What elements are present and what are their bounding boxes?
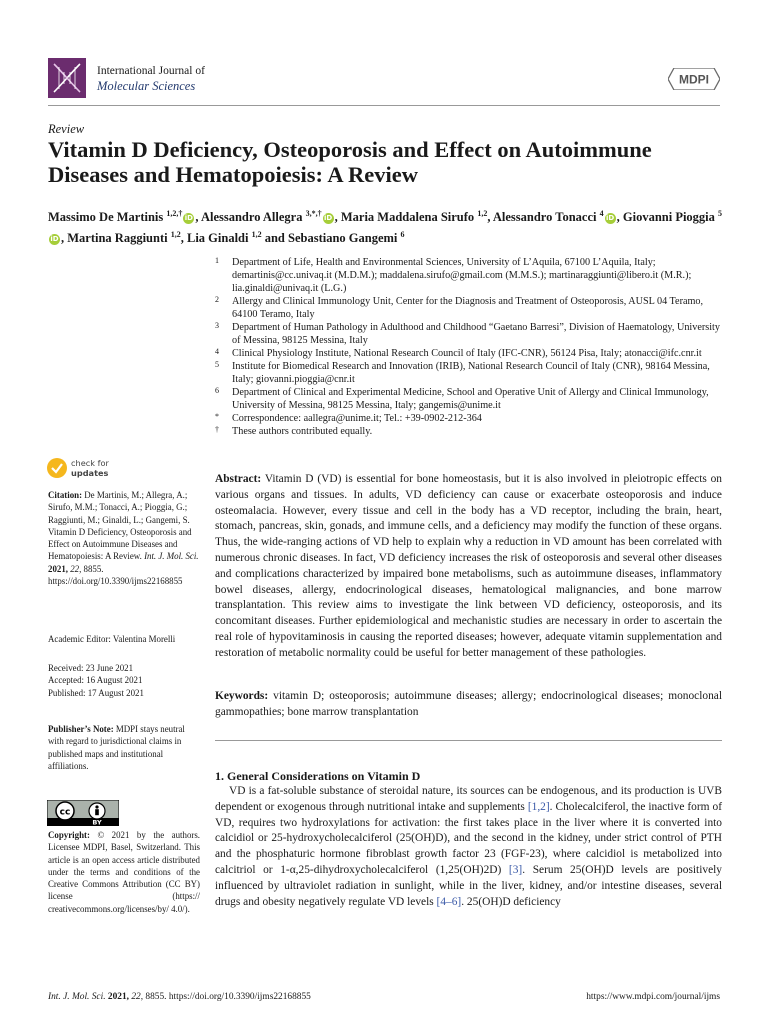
- affiliation-text: Allergy and Clinical Immunology Unit, Center for the Diagnosis and Treatment of Osteoporosis, AUSL 04 Teramo, 64100 Teramo, Italy: [232, 296, 704, 320]
- affiliation-text: Department of Human Pathology in Adulthood and Childhood “Gaetano Barresi”, Division of Haematology, University of Messina, 98125 Messina, Italy: [232, 322, 720, 346]
- affiliations: [215, 256, 725, 438]
- affiliation-mark: †: [215, 425, 219, 434]
- svg-text:check for: check for: [71, 458, 109, 468]
- body-text-2: . Cholecalciferol, the inactive form of VD, requires two hydroxylations for activation: the first takes place in the liver where it is converted into calcidiol or 25-hydroxycholecalciferol (25(OH)D), and the second in the kidney, under strict control of PTH and the phosphaturic hormone fibroblast growth factor 23 (FGF-23), where calcidiol is metabolized into calcitriol or 1-α,25-dihydroxycholecalciferol (1,25(OH)2D): [215, 800, 722, 876]
- footer-journal: Int. J. Mol. Sci.: [48, 992, 106, 1002]
- affiliation-item: [215, 412, 725, 425]
- keywords-label: Keywords:: [215, 690, 269, 702]
- author-affiliation-marks: 3,*,†: [305, 209, 322, 218]
- affiliation-mark: 1: [215, 256, 219, 265]
- orcid-icon[interactable]: iD: [50, 235, 59, 244]
- author-affiliation-marks: 1,2: [251, 230, 262, 240]
- svg-text:BY: BY: [92, 818, 102, 826]
- citation-doi[interactable]: 8855. https://doi.org/10.3390/ijms22168855: [48, 563, 183, 587]
- citation-ref-1-2[interactable]: [1,2]: [527, 800, 550, 813]
- author: [187, 231, 262, 245]
- affiliation-text: Department of Clinical and Experimental Medicine, School and Operative Unit of Allergy and Clinical Immunology, University of Messina, 98125 Messina, Italy; gangemis@unime.it: [232, 387, 709, 411]
- affiliation-mark: 3: [215, 321, 219, 330]
- body-text-3: . Serum 25(OH)D levels are positively influenced by ultraviolet radiation in sunlight, while in the liver, kidney, and/or intestine diseases, several drugs and obesity negatively regulate VD levels: [215, 863, 722, 908]
- author-affiliation-marks: 1,2,†: [166, 209, 183, 218]
- academic-editor: Academic Editor: Valentina Morelli: [48, 634, 176, 644]
- author-affiliation-marks: 1,2: [477, 209, 488, 218]
- affiliation-item: [215, 360, 725, 386]
- affiliation-item: [215, 295, 725, 321]
- cc-by-badge[interactable]: [47, 800, 119, 826]
- author-affiliation-marks: 6: [400, 230, 405, 240]
- keywords: [215, 689, 722, 721]
- publisher-note-label: Publisher’s Note:: [48, 724, 114, 734]
- affiliation-text: Institute for Biomedical Research and Innovation (IRIB), National Research Council of Italy (CNR), 98164 Messina, Italy; giovanni.pioggia@cnr.it: [232, 361, 710, 385]
- copyright-block: [48, 829, 200, 915]
- body-text-4: . 25(OH)D deficiency: [461, 895, 561, 908]
- mdpi-logo: [668, 68, 720, 90]
- affiliation-text: These authors contributed equally.: [232, 426, 373, 437]
- publisher-note-text: MDPI stays neutral with regard to jurisdictional claims in published maps and institutional affiliations.: [48, 724, 185, 771]
- abstract: [215, 472, 722, 662]
- journal-line1: International Journal of: [97, 65, 205, 77]
- citation-text: De Martinis, M.; Allegra, A.; Sirufo, M.M.; Tonacci, A.; Pioggia, G.; Raggiunti, M.; Ginaldi, L.; Gangemi, S. Vitamin D Deficiency, Osteoporosis and Effect on Autoimmune Diseases and Hematopoiesis: A Review.: [48, 490, 192, 562]
- orcid-icon[interactable]: iD: [323, 214, 333, 223]
- page-footer: [48, 992, 720, 1002]
- footer-journal-url[interactable]: https://www.mdpi.com/journal/ijms: [586, 992, 720, 1002]
- publisher-note: [48, 723, 200, 772]
- affiliation-item: [215, 256, 725, 295]
- abstract-label: Abstract:: [215, 473, 262, 485]
- orcid-icon[interactable]: iD: [184, 214, 193, 223]
- affiliation-mark: *: [215, 412, 219, 421]
- footer-doi[interactable]: 8855. https://doi.org/10.3390/ijms22168855: [145, 992, 311, 1002]
- journal-logo: [48, 58, 86, 98]
- citation-block: [48, 489, 200, 587]
- article-title: Vitamin D Deficiency, Osteoporosis and Effect on Autoimmune Diseases and Hematopoiesis: A Review: [48, 137, 652, 187]
- orcid-icon[interactable]: iD: [606, 214, 615, 223]
- article-type: Review: [48, 122, 85, 136]
- header-divider: [48, 105, 720, 106]
- date-published: Published: 17 August 2021: [48, 687, 144, 698]
- copyright-text: © 2021 by the authors. Licensee MDPI, Basel, Switzerland. This article is an open access article distributed under the terms and conditions of the Creative Commons Attribution (CC BY) license (https:// creativecommons.org/licenses/by/ 4.0/).: [48, 830, 201, 914]
- journal-line2: Molecular Sciences: [97, 79, 196, 93]
- footer-volume: 22,: [131, 992, 144, 1002]
- affiliation-mark: 4: [215, 347, 219, 356]
- copyright-label: Copyright:: [48, 830, 90, 840]
- author-affiliation-marks: 4: [599, 209, 604, 218]
- dates: [48, 662, 200, 699]
- section-heading: 1. General Considerations on Vitamin D: [215, 769, 421, 783]
- affiliation-item: [215, 425, 725, 438]
- author-name: Sebastiano Gangemi: [288, 231, 401, 246]
- citation-label: Citation:: [48, 490, 83, 500]
- author: [48, 210, 195, 224]
- affiliation-item: [215, 321, 725, 347]
- citation-year: 2021,: [48, 563, 68, 574]
- author: [288, 231, 405, 245]
- affiliation-mark: 6: [215, 386, 219, 395]
- author-name: Massimo De Martinis: [48, 210, 167, 225]
- author-name: Lia Ginaldi: [186, 231, 252, 246]
- affiliation-item: [215, 347, 725, 360]
- check-for-updates-badge[interactable]: [46, 456, 126, 482]
- author-name: Martina Raggiunti: [67, 231, 171, 246]
- affiliation-mark: 5: [215, 360, 219, 369]
- citation-volume: 22,: [70, 563, 82, 574]
- citation-ref-4-6[interactable]: [4–6]: [436, 895, 462, 908]
- affiliation-text: Department of Life, Health and Environmental Sciences, University of L’Aquila, 67100 L’Aquila, Italy; demartinis@cc.univaq.it (M.D.M.); maddalena.sirufo@gmail.com (M.M.S.); martinaraggiunti@libero.it (M.R.); lia.ginaldi@univaq.it (L.G.): [232, 257, 692, 294]
- author-name: Maria Maddalena Sirufo: [340, 210, 478, 225]
- date-accepted: Accepted: 16 August 2021: [48, 675, 143, 686]
- affiliation-item: [215, 386, 725, 412]
- body-text-1: VD is a fat-soluble substance of steroidal nature, its sources can be endogenous, and its production is UVB dependent or exogenous through nutritional intake and supplements: [215, 785, 722, 813]
- svg-text:cc: cc: [59, 807, 71, 818]
- affiliation-mark: 2: [215, 295, 219, 304]
- author-affiliation-marks: 1,2: [170, 230, 181, 240]
- author-name: Giovanni Pioggia: [622, 210, 719, 225]
- footer-year: 2021,: [107, 992, 129, 1002]
- abstract-text: Vitamin D (VD) is essential for bone homeostasis, but it is also involved in pleiotropic effects on various organs and tissues. In adults, VD deficiency can cause or exacerbate osteoporosis and induce osteomalacia. However, every tissue and cell in the body has a VD receptor, including the brain, heart, stomach, pancreas, skin, gonads, and immune cells, and a deficiency may modify the function of these organs. Thus, the wide-ranging actions of VD help to explain why a reduction in VD amount has been correlated with numerous chronic diseases. In fact, VD deficiency increases the risk of osteoporosis and several other diseases and complications characterized by impaired bone metabolisms, such as autoimmune diseases, inflammatory bowel diseases, allergy, endocrinological diseases, hematological malignancies, and bone marrow transplantation. This review aims to investigate the link between VD deficiency, osteoporosis, and its concomitant diseases. Further epidemiological and mechanistic studies are necessary in order to ascertain the real role of hypovitaminosis in causing the reported diseases; however, adequate vitamin supplementation and restoration of metabolic normality could be useful for better management of these pathologies.: [215, 473, 722, 659]
- author-affiliation-marks: 5: [718, 209, 723, 218]
- citation-journal: Int. J. Mol. Sci.: [144, 551, 199, 562]
- journal-name: [97, 64, 205, 94]
- citation-ref-3[interactable]: [3]: [508, 863, 523, 876]
- svg-text:updates: updates: [71, 468, 109, 478]
- author: [493, 210, 617, 224]
- author: [341, 210, 487, 224]
- author-list: Massimo De Martinis $^{1,2,\dagger}$iD , Alessandro Allegra $^{3,*,\dagger}$iD , Maria Maddalena Sirufo $^{1,2}$, Alessandro Tonacci $^4$iD , Giovanni Pioggia $^5$iD , Martina Raggiunti $^{1,2}$, Lia Ginaldi $^{1,2}$ and Sebastiano Gangemi $^6$: [48, 209, 723, 246]
- affiliation-text: Correspondence: aallegra@unime.it; Tel.: +39-0902-212-364: [232, 413, 482, 424]
- affiliation-text: Clinical Physiology Institute, National Research Council of Italy (IFC-CNR), 56124 Pisa, Italy; atonacci@ifc.cnr.it: [232, 348, 702, 359]
- author-name: Alessandro Allegra: [200, 210, 306, 225]
- author-name: Alessandro Tonacci: [492, 210, 600, 225]
- date-received: Received: 23 June 2021: [48, 663, 134, 673]
- section-body: [215, 784, 722, 910]
- author: [201, 210, 335, 224]
- author: [67, 231, 180, 245]
- keywords-text: vitamin D; osteoporosis; autoimmune diseases; allergy; endocrinological diseases; monoclonal gammopathies; bone marrow transplantation: [215, 690, 722, 718]
- mdpi-logo-text: MDPI: [679, 72, 709, 87]
- section-divider: [215, 740, 722, 741]
